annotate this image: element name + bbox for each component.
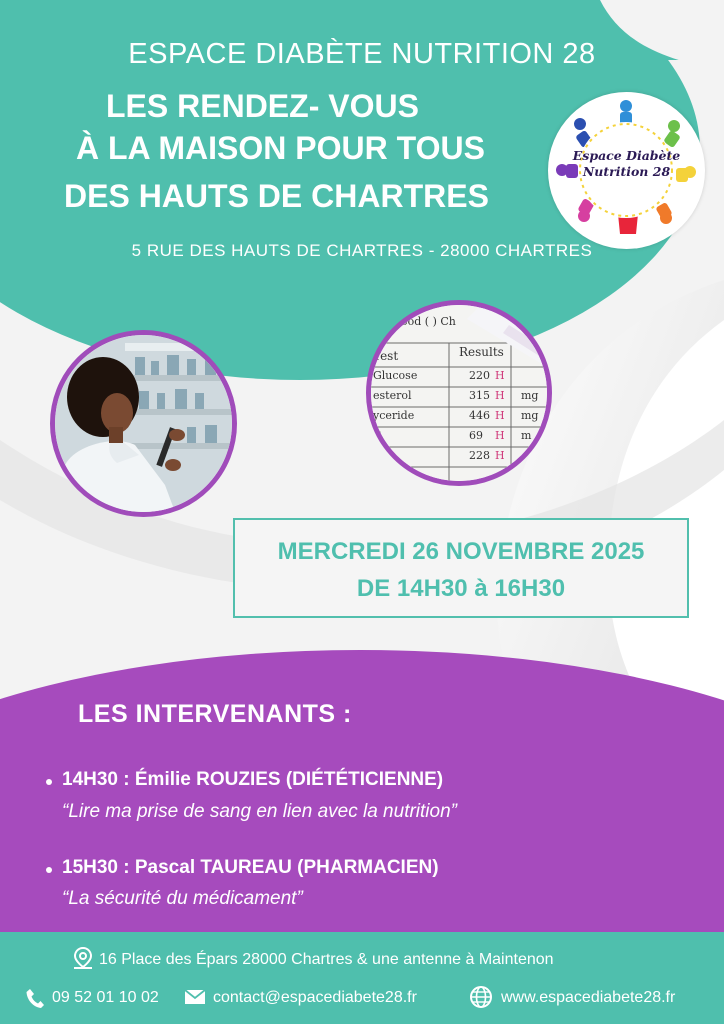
- footer-phone-link[interactable]: 09 52 01 10 02: [52, 989, 159, 1006]
- organization-name: ESPACE DIABÈTE NUTRITION 28: [128, 38, 596, 70]
- speaker-2-heading: 15H30 : Pascal TAUREAU (PHARMACIEN): [62, 857, 439, 878]
- lab-row-flag: H: [495, 449, 505, 462]
- speaker-1-heading: 14H30 : Émilie ROUZIES (DIÉTÉTICIENNE): [62, 769, 444, 790]
- event-address: 5 RUE DES HAUTS DE CHARTRES - 28000 CHARTRES: [131, 241, 593, 260]
- lab-row-result: 228: [469, 449, 490, 462]
- lab-row-flag: H: [495, 409, 505, 422]
- speakers-section-title: LES INTERVENANTS :: [78, 700, 352, 728]
- lab-col-results: Results: [459, 345, 504, 359]
- lab-row-test: Glucose: [373, 369, 418, 382]
- event-date-box: [233, 518, 689, 618]
- footer-address: 16 Place des Épars 28000 Chartres & une antenne à Maintenon: [99, 951, 554, 968]
- event-title-line-2: À LA MAISON POUR TOUS: [76, 130, 485, 166]
- lab-row-flag: H: [495, 429, 505, 442]
- speaker-bullet: [46, 867, 52, 873]
- lab-row-result: 446: [469, 409, 490, 422]
- lab-row-test: esterol: [373, 389, 412, 402]
- speaker-2-topic: “La sécurité du médicament”: [62, 888, 303, 909]
- lab-row-unit: m: [521, 429, 532, 442]
- footer: [0, 932, 724, 1024]
- footer-email-link[interactable]: contact@espacediabete28.fr: [213, 989, 417, 1006]
- lab-col-test: Test: [373, 349, 399, 363]
- lab-sheet-header: ood ( ) Ch: [401, 315, 456, 328]
- event-date: MERCREDI 26 NOVEMBRE 2025: [277, 538, 645, 565]
- event-time: DE 14H30 à 16H30: [356, 575, 566, 602]
- logo-text-line-2: Nutrition 28: [582, 164, 671, 179]
- lab-row-test: yceride: [373, 409, 415, 422]
- lab-row-result: 220: [469, 369, 490, 382]
- lab-row-test: C: [373, 429, 382, 442]
- lab-row-unit: mg: [521, 389, 539, 402]
- logo-text-line-1: Espace Diabète: [572, 148, 681, 163]
- location-pin-icon: [72, 946, 94, 970]
- event-title-line-1: LES RENDEZ- VOUS: [106, 88, 419, 124]
- speaker-1-topic: “Lire ma prise de sang en lien avec la nutrition”: [62, 801, 457, 822]
- lab-results-photo: [366, 300, 552, 486]
- pharmacist-image: [55, 335, 232, 512]
- globe-icon: [469, 985, 493, 1009]
- lab-row-unit: mg: [521, 409, 539, 422]
- organization-logo: [548, 92, 705, 249]
- logo-text: [548, 148, 705, 180]
- lab-row-result: 69: [469, 429, 483, 442]
- lab-row-flag: H: [495, 369, 505, 382]
- speaker-bullet: [46, 779, 52, 785]
- email-icon: [184, 989, 206, 1005]
- pharmacist-photo: [50, 330, 237, 517]
- lab-row-flag: H: [495, 389, 505, 402]
- footer-website-link[interactable]: www.espacediabete28.fr: [501, 989, 676, 1006]
- lab-row-result: 315: [469, 389, 490, 402]
- event-title-line-3: DES HAUTS DE CHARTRES: [64, 178, 489, 214]
- phone-icon: [25, 987, 45, 1009]
